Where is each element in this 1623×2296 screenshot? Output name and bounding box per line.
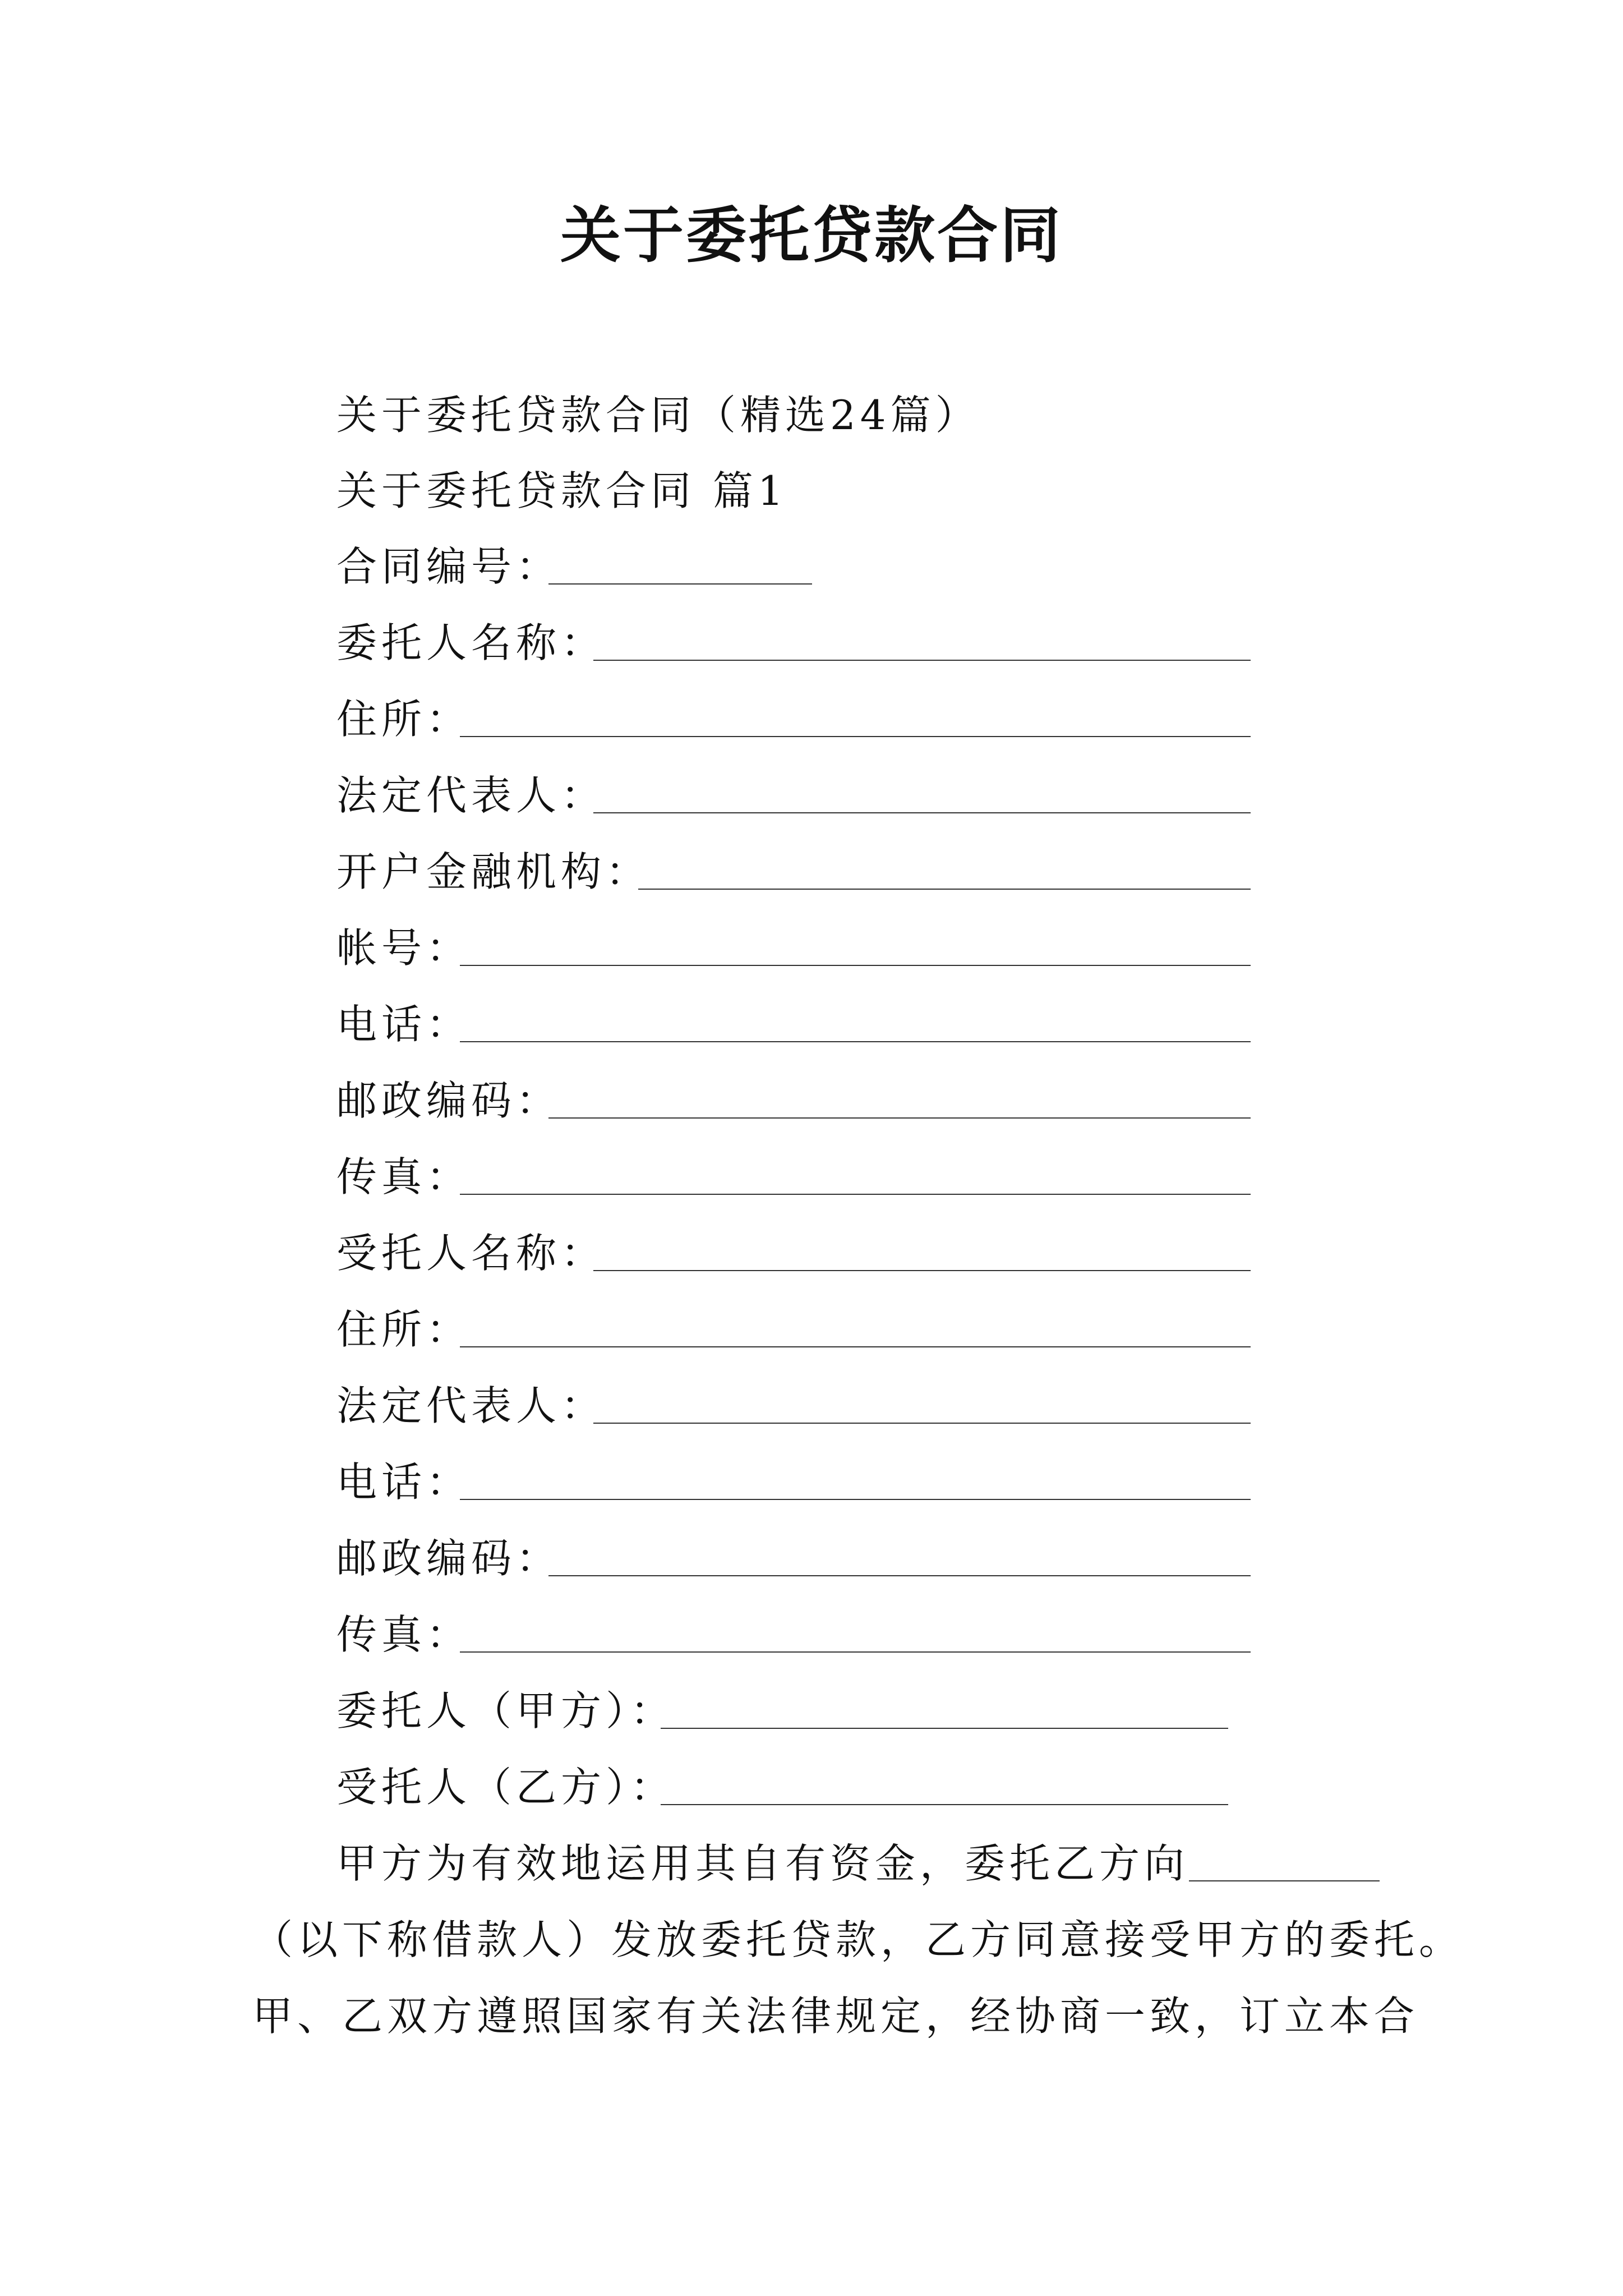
field-entrustor-bank: [336, 838, 651, 905]
field-label: 电话：: [336, 1458, 472, 1506]
field-entrustor-address: [336, 685, 471, 753]
blank-line: [460, 965, 1251, 966]
blank-line: [593, 812, 1251, 813]
paragraph-line-3: 甲、乙双方遵照国家有关法律规定，经协商一致，订立本合: [252, 1993, 1419, 2040]
field-party-b: [336, 1754, 675, 1821]
paragraph-line-1: [336, 1830, 1189, 1897]
field-trustee-phone: [336, 1448, 471, 1516]
blank-line: [661, 1804, 1228, 1805]
field-label: 受托人（乙方）：: [336, 1764, 676, 1811]
field-label: 法定代表人：: [336, 772, 606, 819]
document-subtitle: 关于委托贷款合同（精选24篇）: [336, 392, 980, 439]
blank-line: [661, 1728, 1228, 1729]
field-label: 受托人名称：: [336, 1230, 606, 1277]
field-label: 邮政编码：: [336, 1077, 561, 1124]
field-label: 帐号：: [336, 924, 472, 972]
paragraph-text: 甲方为有效地运用其自有资金，委托乙方向: [336, 1840, 1189, 1887]
field-label: 电话：: [336, 1001, 472, 1048]
blank-line: [593, 1423, 1251, 1424]
blank-line: [1189, 1880, 1380, 1881]
field-entrustor-postcode: [336, 1067, 561, 1134]
field-label: 邮政编码：: [336, 1535, 561, 1582]
field-label: 传真：: [336, 1611, 472, 1658]
blank-line: [460, 736, 1251, 737]
field-contract-number: [336, 533, 561, 600]
field-trustee-postcode: [336, 1525, 561, 1592]
blank-line: [548, 583, 812, 585]
blank-line: [460, 1041, 1251, 1042]
field-entrustor-fax: [336, 1143, 471, 1211]
field-trustee-address: [336, 1296, 471, 1363]
field-label: 委托人名称：: [336, 619, 606, 666]
field-trustee-fax: [336, 1601, 471, 1668]
field-label: 合同编号：: [336, 543, 561, 590]
paragraph-line-2: （以下称借款人）发放委托贷款，乙方同意接受甲方的委托。: [252, 1916, 1464, 1963]
blank-line: [548, 1575, 1251, 1576]
field-label: 委托人（甲方）：: [336, 1687, 676, 1734]
blank-line: [460, 1499, 1251, 1500]
field-entrustor-name: [336, 609, 606, 677]
blank-line: [548, 1117, 1251, 1119]
field-entrustor-phone: [336, 991, 471, 1058]
field-party-a: [336, 1677, 675, 1745]
document-title: 关于委托贷款合同: [560, 200, 1063, 271]
field-label: 开户金融机构：: [336, 848, 651, 895]
field-label: 住所：: [336, 696, 472, 743]
field-entrustor-account: [336, 914, 471, 982]
blank-line: [460, 1651, 1251, 1653]
field-trustee-name: [336, 1220, 606, 1287]
blank-line: [593, 660, 1251, 661]
blank-line: [638, 889, 1251, 890]
field-label: 传真：: [336, 1153, 472, 1200]
field-label: 法定代表人：: [336, 1382, 606, 1429]
field-trustee-legal-rep: [336, 1372, 606, 1439]
section-heading: 关于委托贷款合同 篇1: [336, 467, 788, 514]
field-label: 住所：: [336, 1306, 472, 1353]
blank-line: [593, 1270, 1251, 1271]
field-entrustor-legal-rep: [336, 762, 606, 829]
blank-line: [460, 1346, 1251, 1347]
blank-line: [460, 1194, 1251, 1195]
